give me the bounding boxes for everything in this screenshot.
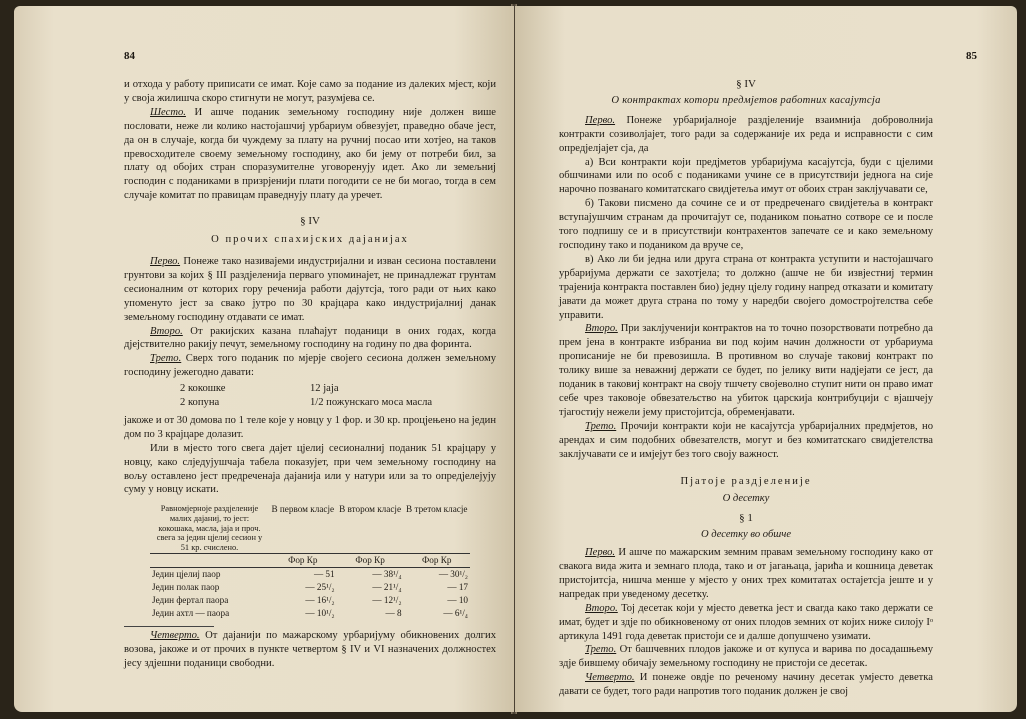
paragraph: [559, 643, 933, 671]
table-cell: — 10¹/₂: [305, 608, 335, 619]
table-cell: — 6¹/₄: [443, 608, 468, 619]
paragraph: [124, 325, 496, 353]
section-mark: § 1: [739, 512, 753, 525]
paragraph-lead: Втoро.: [150, 325, 183, 337]
table-row: [150, 581, 470, 594]
paragraph: [559, 114, 933, 156]
left-page: [14, 6, 514, 712]
paragraph-body: Понеже тако називајеми индустријални и изван сесиона поставлени грунтови за којих § III раздјеленија первагo упоминајет, не принадлежат грунтам сесионалним от которих гору реченија работи дајутсја, того ради от њих како упоменуто јест за свако јутро по 30 крајцара како индустријалниј данак земељному господину отдавати се имат.: [124, 255, 496, 323]
table-row: [150, 594, 470, 607]
table-cell: — 51: [313, 569, 335, 580]
paragraph: в) Ако ли би једна или друга страна от контракта уступити и настојашчаго урбаријума держати се захотјела; то должно (ашче не би извјестниј термин трајенија контракта поставлен био) једну цјелу годину напред отказати и комитату јавати да может друга страна по тому у наредби своjего домостројтелства себе управити.: [559, 253, 933, 321]
table-cell: — 10: [447, 595, 468, 606]
paragraph: [559, 420, 933, 462]
right-page-text: [559, 78, 933, 699]
left-page-number: 84: [124, 50, 135, 62]
paragraph-body: И ашче поданик земељному господину није должен више пословати, неже ли колико настојашчиј урбариум обвезујет, праведно обаче јест, да он в случаје, когда би чуждему за плату на ручниј посао ити хотјео, на таков превосходителе своему земељному господину, ако би јему от потреби бил, за плату од обоjих стран споразумителне уговоренују идет. Ако ли земељниј господин с подaниками в призрјенији плати погодити се не би могао, тогда в сем случаје комитат по правицам праведнују плату да уречет.: [124, 106, 496, 202]
paragraph-lead: Трeто.: [150, 353, 182, 365]
paragraph: [559, 602, 933, 644]
paragraph: б) Такови писмено да сочине се и от предреченаго свидјетеља в контракт вступајушчим странам да прочитајут се, подаником поњатно сотворе се и после того подпишу се и в присутствији контрахентов запечате се и како земељному господину тако и подаником да вруче се,: [559, 198, 933, 251]
table-cell: — 16¹/₂: [305, 595, 335, 606]
divider: [124, 626, 214, 627]
table-header: В первом класје: [271, 504, 335, 515]
paragraph-lead: Перво.: [585, 547, 616, 559]
paragraph-body: От дајанији по мажарскому урбаријуму обикновених долгих возова, јакоже и от прочих в пункте четвертом § IV и VI назначених должностех јесу здјешни поданици свободни.: [124, 630, 496, 670]
part-title: О десетку: [722, 493, 770, 505]
paragraph: јакоже и от 30 домова по 1 теле које у новцу у 1 фор. и 30 кр. процјењено на једин дом по 3 крајцаре долазит.: [124, 414, 496, 440]
table-cell: — 8: [385, 608, 402, 619]
paragraph: [559, 546, 933, 602]
paragraph-body: При заклјученији контрактов на то точно позорствовати потребно да прем јена в контракте избраниа ви под којим начин должности от урбариума прописаније не би превозишла. В противном во случаје таковиј контракт по толику више за неважниј держати се будет, по јелику вити надјејати се јест, да поданик в таковиј контракт на своју тшчету својеволно ступит нити он право имат себе чрез таковоје обвезатељство на убиток царскија контрибуцији с вјашчеју тјагостију нежели јему пристојитсја, обременјавати.: [559, 323, 933, 418]
paragraph-body: От башчевних плодов јакоже и от купуса и варива по досадашњему здје бившему обичају земељному господину не пристоји се десетак.: [559, 644, 933, 670]
table-unit: Фор Кр: [269, 554, 337, 568]
paragraph: [124, 255, 496, 325]
table-cell: — 30¹/₂: [438, 569, 468, 580]
subsection-title: О десетку во обшче: [700, 529, 792, 541]
table-cell: Једин полак паор: [152, 582, 220, 593]
paragraph: [124, 106, 496, 203]
table-cell: — 25¹/₂: [305, 582, 335, 593]
paragraph-lead: Перво.: [585, 114, 616, 126]
paragraph-body: И понеже овдје по реченому начину десетак умјесто деветка давати се будет, того ради напротив того поданик должен је свој: [559, 672, 933, 698]
paragraph: [124, 352, 496, 380]
list-item: 1/2 пожунскаго моса масла: [310, 397, 433, 409]
table-header: В втором класје: [339, 504, 402, 515]
paragraph-lead: Трeто.: [585, 420, 617, 432]
paragraph-body: И ашче по мажарским земним правам земељному господину како от свакога вида жита и земнаго плода, тако и от јагањаца, јарића и кошница деветак пристојитсја, нишча менше у мјесто у оних трех комитатах остајетсја јеште и у напредак при уведеному десетку.: [559, 547, 933, 600]
paragraph-body: Сверх того поданик по мјерје своjего сесиона должен земељному господину јежегодно давати:: [124, 353, 496, 379]
table-header: Равномјерноје раздјеленије малих дајаниј, то јест: кокошака, масла, јаја и проч. свега за једин цјелиј сесион у 51 кр. счислено.: [156, 504, 263, 552]
paragraph: а) Вси контракти који предјметов урбаријума касајутсја, буди с цјелими обшчинами или по особ с подaниками учине се в присутствији једнога на сије нарочно позванаго комитатскаго свидјетеља имут от обоих стран заклјучавати се,: [559, 156, 933, 196]
paragraph: Или в мјесто того свега дајет цјелиј сесионалниј поданик 51 крајцару у новцу, како слједујушчаја табела показујет, при чем земељному господину на вољу оставлено јест предреченаја дајанија или у натури или за то опредјелејују суму у новцу искати.: [124, 442, 496, 496]
paragraph-body: Прочији контракти који не касајутсја урбаријалних предмјетов, но арендах и сим подобних обвезателств, могут и без комитатскаго свидјетелства заклјучавати се и имјејут без того своју важност.: [559, 420, 933, 460]
table-cell: Једин ахтл — паора: [152, 608, 230, 619]
paragraph-lead: Второ.: [585, 323, 618, 335]
table-cell: — 17: [447, 582, 468, 593]
right-page-number: 85: [966, 50, 977, 62]
paragraph: [559, 671, 933, 699]
table-unit: Фор Кр: [404, 554, 470, 568]
paragraph: [559, 322, 933, 419]
paragraph-lead: Четверто.: [150, 630, 200, 642]
section-mark: § IV: [300, 215, 320, 228]
table-header: В третом класје: [406, 504, 468, 515]
paragraph-body: Понеже урбаријалноје раздјеленије взаимнија доброволнија контракти созиволјајет, того ради за содержаније их реда и исправности с сим опредјелјајет сја, да: [559, 114, 933, 154]
paragraph: и отхода у работу приписати се имат. Које само за подание из далеких мјест, који у своја жилишча скоро стигнути не могут, разумјева се.: [124, 79, 496, 104]
table-cell: — 12¹/₂: [372, 595, 402, 606]
table-row: [150, 607, 470, 620]
section-heading: О контрактах котори предмјетов работних касајутсја: [611, 94, 881, 106]
table-unit: Фор Кр: [337, 554, 404, 568]
right-page: [515, 6, 1017, 712]
list-item: 12 јаја: [310, 383, 339, 395]
dues-list: [180, 382, 496, 410]
paragraph-lead: Перво.: [150, 255, 181, 267]
paragraph-lead: Четверто.: [585, 672, 635, 684]
paragraph-body: Тој десетак који у мјесто деветка јест и свагда како тако держати се имат, будет и здје по обикновеному от оних плодов земних от којих ниже силоју Iᵒ артикула 1491 года деветак пристоји се и далше допушчено узимати.: [559, 602, 933, 642]
paragraph-body: От ракијских казана плаћајут поданици в оних годах, когда дјејствително ракију печут, земељному господину на годину по два форинта.: [124, 325, 496, 351]
paragraph: [124, 629, 496, 671]
left-page-text: [124, 78, 496, 671]
list-item: 2 копуна: [180, 397, 220, 409]
part-heading: Пјатоје раздјеленије: [680, 476, 812, 488]
list-item: 2 кокошке: [180, 383, 226, 395]
table-cell: — 21¹/₄: [372, 582, 402, 593]
table-row: [150, 568, 470, 582]
paragraph-lead: Второ.: [585, 602, 618, 614]
dues-table: [150, 503, 470, 620]
section-heading: О прочих спахијских дајанијах: [211, 234, 409, 246]
paragraph-lead: Трeто.: [585, 644, 617, 656]
table-cell: Једин цјелиј паор: [152, 569, 221, 580]
section-mark: § IV: [736, 78, 756, 90]
paragraph-lead: Шесто.: [150, 106, 186, 118]
table-cell: Једин фертал паора: [152, 595, 229, 606]
table-cell: — 38¹/₄: [372, 569, 402, 580]
